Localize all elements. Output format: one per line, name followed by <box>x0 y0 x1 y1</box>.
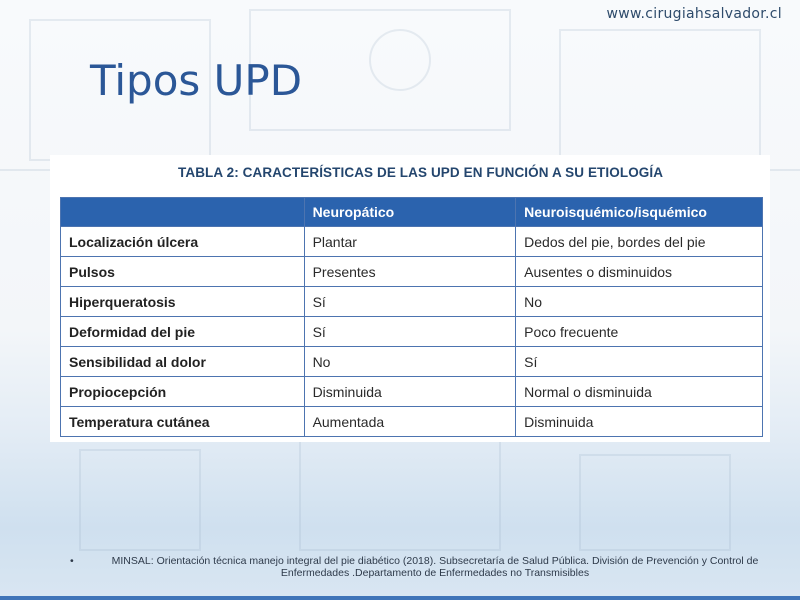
cell-neuroisquemico: Ausentes o disminuidos <box>516 257 763 287</box>
row-label: Localización úlcera <box>61 227 305 257</box>
cell-neuropatico: Presentes <box>304 257 516 287</box>
table-row <box>61 287 763 317</box>
upd-characteristics-table <box>60 197 763 437</box>
slide-title: Tipos UPD <box>90 56 303 105</box>
footer-citation <box>60 555 780 579</box>
cell-neuroisquemico: No <box>516 287 763 317</box>
site-url: www.cirugiahsalvador.cl <box>606 6 782 22</box>
cell-neuropatico: Sí <box>304 317 516 347</box>
header-cell-empty <box>61 198 305 227</box>
row-label: Sensibilidad al dolor <box>61 347 305 377</box>
citation-text: MINSAL: Orientación técnica manejo integral del pie diabético (2018). Subsecretaría de Salud Pública. División de Prevención y Control de Enfermedades .Departamento de Enfermedades no Transmisibles <box>111 555 759 579</box>
row-label: Temperatura cutánea <box>61 407 305 437</box>
cell-neuropatico: No <box>304 347 516 377</box>
header-cell-neuroisquemico: Neuroisquémico/isquémico <box>516 198 763 227</box>
cell-neuroisquemico: Disminuida <box>516 407 763 437</box>
cell-neuroisquemico: Poco frecuente <box>516 317 763 347</box>
cell-neuroisquemico: Dedos del pie, bordes del pie <box>516 227 763 257</box>
table-row <box>61 227 763 257</box>
row-label: Hiperqueratosis <box>61 287 305 317</box>
table-row <box>61 317 763 347</box>
table-caption: TABLA 2: CARACTERÍSTICAS DE LAS UPD EN FUNCIÓN A SU ETIOLOGÍA <box>178 165 664 180</box>
header-cell-neuropatico: Neuropático <box>304 198 516 227</box>
cell-neuropatico: Sí <box>304 287 516 317</box>
cell-neuropatico: Disminuida <box>304 377 516 407</box>
table-row <box>61 407 763 437</box>
table-row <box>61 347 763 377</box>
cell-neuropatico: Aumentada <box>304 407 516 437</box>
bullet-icon: • <box>70 555 74 567</box>
cell-neuropatico: Plantar <box>304 227 516 257</box>
bottom-accent-line <box>0 596 800 600</box>
row-label: Propiocepción <box>61 377 305 407</box>
table-row <box>61 377 763 407</box>
row-label: Deformidad del pie <box>61 317 305 347</box>
row-label: Pulsos <box>61 257 305 287</box>
cell-neuroisquemico: Normal o disminuida <box>516 377 763 407</box>
table-panel <box>50 155 770 442</box>
table-row <box>61 257 763 287</box>
cell-neuroisquemico: Sí <box>516 347 763 377</box>
table-header-row <box>61 198 763 227</box>
